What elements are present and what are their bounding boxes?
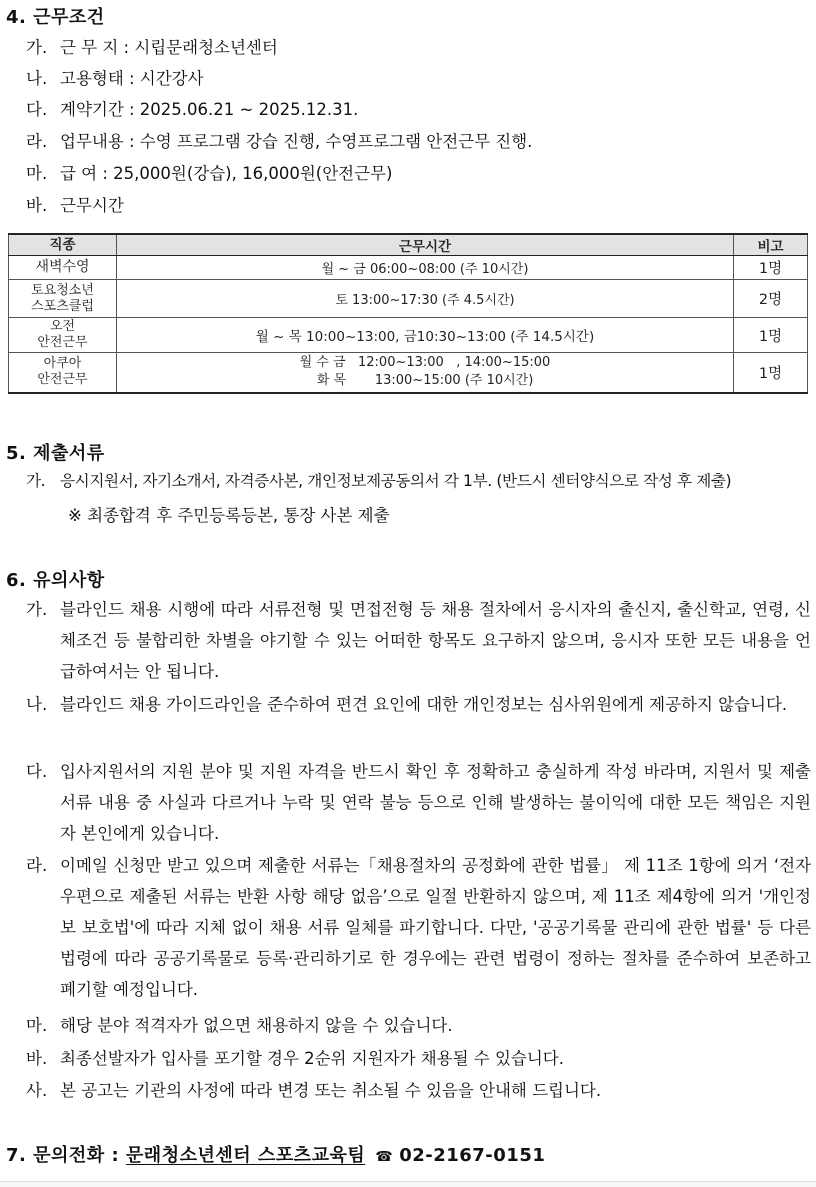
item-text: 블라인드 채용 시행에 따라 서류전형 및 면접전형 등 채용 절차에서 응시자의 출신지, 출신학교, 연령, 신체조건 등 불합리한 차별을 야기할 수 있는 어떠한 항목도 요구하지 않으며, 응시자 또한 모든 내용을 언급하여서는 안 됩니다.	[60, 600, 811, 681]
item-text: 근 무 지 : 시립문래청소년센터	[60, 38, 278, 57]
table-row	[9, 280, 808, 318]
item-text: 응시지원서, 자기소개서, 자격증사본, 개인정보제공동의서 각 1부. (반드시 센터양식으로 작성 후 제출)	[60, 472, 732, 490]
work-time-text: 화 목 13:00~15:00 (주 10시간)	[316, 373, 534, 389]
item-marker: 다.	[26, 762, 48, 781]
work-time-text: 월 수 금 12:00~13:00 , 14:00~15:00	[299, 355, 551, 371]
job-type-cell	[9, 353, 117, 393]
item-marker: 가.	[26, 38, 48, 57]
notice-item	[26, 756, 811, 849]
condition-item	[26, 190, 124, 221]
item-marker: 가.	[26, 600, 48, 619]
work-time-cell	[117, 353, 734, 393]
table-header-cell: 직종	[9, 234, 117, 256]
work-time-text: 토 13:00~17:30 (주 4.5시간)	[335, 293, 515, 308]
page-bottom-edge	[0, 1181, 816, 1187]
job-type-text: 스포츠클럽	[31, 298, 94, 314]
notice-item	[26, 1010, 811, 1041]
item-text: 입사지원서의 지원 분야 및 지원 자격을 반드시 확인 후 정확하고 충실하게 작성 바라며, 지원서 및 제출 서류 내용 중 사실과 다르거나 누락 및 연락 불능 등으로 인해 발생하는 불이익에 대한 모든 책임은 지원자 본인에게 있습니다.	[60, 762, 811, 843]
item-text: 본 공고는 기관의 사정에 따라 변경 또는 취소될 수 있음을 안내해 드립니다.	[60, 1081, 602, 1100]
section-5-title: 5. 제출서류	[6, 443, 105, 464]
job-type-text: 안전근무	[37, 372, 88, 388]
job-type-cell	[9, 318, 117, 353]
condition-item	[26, 94, 358, 125]
item-text: 해당 분야 적격자가 없으면 채용하지 않을 수 있습니다.	[60, 1016, 453, 1035]
condition-item	[26, 126, 532, 157]
item-marker: 나.	[26, 69, 48, 88]
job-type-cell	[9, 280, 117, 318]
item-marker: 라.	[26, 132, 48, 151]
note-cell: 1명	[734, 256, 808, 280]
condition-item	[26, 158, 392, 189]
notice-item	[26, 850, 811, 1005]
section-4-title: 4. 근무조건	[6, 7, 105, 28]
work-time-cell	[117, 256, 734, 280]
item-marker: 사.	[26, 1081, 48, 1100]
item-text: 근무시간	[60, 196, 124, 215]
job-type-text: 아쿠아	[43, 356, 82, 372]
table-row	[9, 318, 808, 353]
item-text: 고용형태 : 시간강사	[60, 69, 204, 88]
table-row	[9, 353, 808, 393]
item-marker: 다.	[26, 100, 48, 119]
item-marker: 가.	[26, 472, 46, 490]
job-type-cell	[9, 256, 117, 280]
job-type-text: 새벽수영	[35, 259, 90, 275]
item-text: 업무내용 : 수영 프로그램 강습 진행, 수영프로그램 안전근무 진행.	[60, 132, 533, 151]
item-marker: 바.	[26, 1049, 48, 1068]
item-text: 계약기간 : 2025.06.21 ~ 2025.12.31.	[60, 100, 359, 119]
condition-item	[26, 63, 204, 94]
item-marker: 나.	[26, 695, 48, 714]
job-type-text: 오전	[49, 319, 76, 334]
job-type-text: 토요청소년	[31, 282, 94, 298]
job-type-text: 안전근무	[37, 335, 88, 350]
item-marker: 마.	[26, 1016, 48, 1035]
note-cell: 2명	[734, 280, 808, 318]
item-text: 최종선발자가 입사를 포기할 경우 2순위 지원자가 채용될 수 있습니다.	[60, 1049, 564, 1068]
work-hours-table	[8, 233, 808, 394]
work-time-cell	[117, 318, 734, 353]
contact-team: 문래청소년센터 스포츠교육팀	[125, 1145, 366, 1166]
section-7-title	[6, 1141, 545, 1167]
contact-phone[interactable]: 02-2167-0151	[399, 1145, 546, 1166]
table-row	[9, 256, 808, 280]
work-time-cell	[117, 280, 734, 318]
notice-item	[26, 1043, 811, 1074]
table-header-row	[9, 234, 808, 256]
item-text: 이메일 신청만 받고 있으며 제출한 서류는「채용절차의 공정화에 관한 법률」 제 11조 1항에 의거 ‘전자우편으로 제출된 서류는 반환 사항 해당 없음’으로 일절 반환하지 않으며, 제 11조 제4항에 의거 '개인정보 보호법'에 따라 지체 없이 채용 서류 일체를 파기합니다. 다만, '공공기록물 관리에 관한 법률' 등 다른 법령에 따라 공공기록물로 등록·관리하기로 한 경우에는 관련 법령이 정하는 절차를 준수하여 보존하고 폐기할 예정입니다.	[60, 856, 811, 999]
item-text: 급 여 : 25,000원(강습), 16,000원(안전근무)	[60, 164, 393, 183]
item-marker: 바.	[26, 196, 48, 215]
notice-item	[26, 689, 811, 720]
phone-icon: ☎	[375, 1149, 394, 1165]
notice-item	[26, 1075, 811, 1106]
item-marker: 마.	[26, 164, 48, 183]
section-6-title: 6. 유의사항	[6, 570, 105, 591]
item-marker: 라.	[26, 856, 48, 875]
table-header-cell: 비고	[734, 234, 808, 256]
note-cell: 1명	[734, 353, 808, 393]
table-header-cell: 근무시간	[117, 234, 734, 256]
documents-note: ※ 최종합격 후 주민등록등본, 통장 사본 제출	[68, 506, 390, 525]
contact-prefix: 7. 문의전화 :	[6, 1145, 126, 1166]
documents-item	[26, 466, 816, 497]
note-cell: 1명	[734, 318, 808, 353]
notice-item	[26, 594, 811, 687]
work-time-text: 월 ~ 목 10:00~13:00, 금10:30~13:00 (주 14.5시간)	[255, 329, 595, 345]
work-time-text: 월 ~ 금 06:00~08:00 (주 10시간)	[321, 262, 529, 277]
condition-item	[26, 32, 278, 63]
item-text: 블라인드 채용 가이드라인을 준수하여 편견 요인에 대한 개인정보는 심사위원에게 제공하지 않습니다.	[60, 695, 788, 714]
